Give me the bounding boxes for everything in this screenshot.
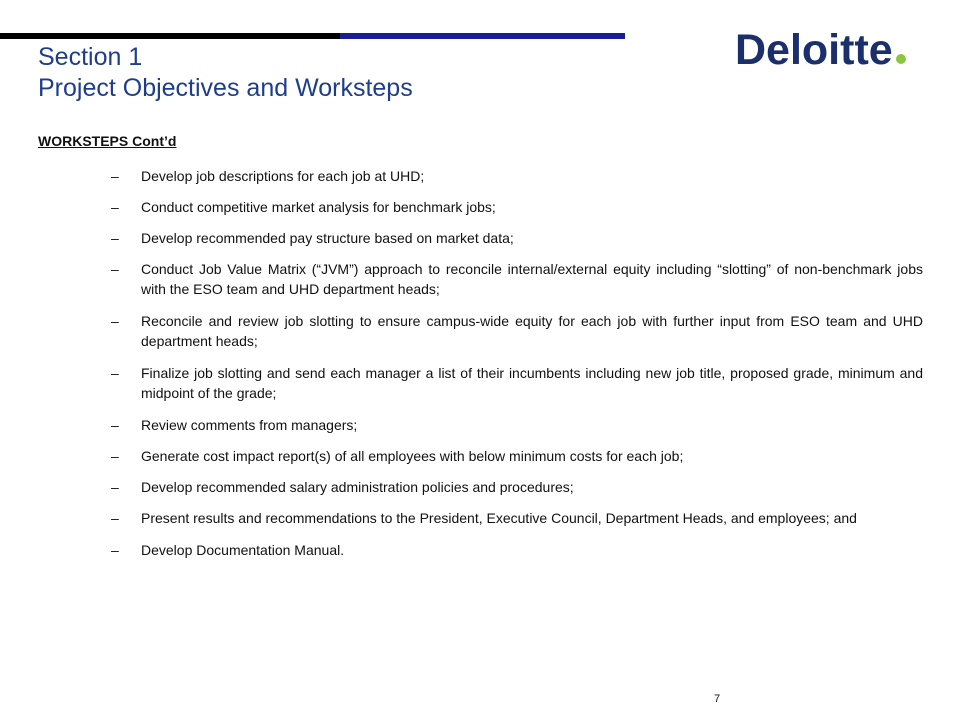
- dash-bullet: –: [111, 417, 119, 433]
- step-text: Present results and recommendations to the President, Executive Council, Department Heads, and employees; and: [141, 510, 857, 526]
- page-title: [38, 42, 413, 104]
- step-text: Develop recommended pay structure based on market data;: [141, 230, 514, 246]
- step-text: Develop job descriptions for each job at UHD;: [141, 168, 425, 184]
- logo-wordmark: Deloitte: [735, 26, 893, 74]
- list-item: [111, 540, 923, 560]
- step-text: Generate cost impact report(s) of all employees with below minimum costs for each job;: [141, 448, 684, 464]
- list-item: [111, 228, 923, 248]
- header-bar-blue: [340, 33, 625, 39]
- dash-bullet: –: [111, 261, 119, 277]
- page-number: 7: [714, 693, 721, 705]
- list-item: [111, 311, 923, 351]
- step-text: Conduct competitive market analysis for benchmark jobs;: [141, 199, 496, 215]
- list-item: [111, 446, 923, 466]
- title-line-1: Section 1: [38, 43, 143, 71]
- title-line-2: Project Objectives and Worksteps: [38, 74, 413, 102]
- list-item: [111, 259, 923, 299]
- list-item: [111, 508, 923, 528]
- dash-bullet: –: [111, 199, 119, 215]
- list-item: [111, 166, 923, 186]
- step-text: Review comments from managers;: [141, 417, 358, 433]
- step-text: Develop recommended salary administration policies and procedures;: [141, 479, 574, 495]
- worksteps-list: [111, 166, 923, 571]
- logo-dot-icon: [896, 54, 906, 64]
- step-text: Reconcile and review job slotting to ensure campus-wide equity for each job with further input from ESO team and UHD department heads;: [141, 313, 923, 349]
- section-heading: WORKSTEPS Cont’d: [38, 133, 177, 149]
- list-item: [111, 363, 923, 403]
- dash-bullet: –: [111, 479, 119, 495]
- step-text: Finalize job slotting and send each manager a list of their incumbents including new job title, proposed grade, minimum and midpoint of the grade;: [141, 365, 923, 401]
- dash-bullet: –: [111, 230, 119, 246]
- list-item: [111, 477, 923, 497]
- dash-bullet: –: [111, 365, 119, 381]
- dash-bullet: –: [111, 542, 119, 558]
- dash-bullet: –: [111, 168, 119, 184]
- step-text: Conduct Job Value Matrix (“JVM”) approach to reconcile internal/external equity including “slotting” of non-benchmark jobs with the ESO team and UHD department heads;: [141, 261, 923, 297]
- dash-bullet: –: [111, 510, 119, 526]
- dash-bullet: –: [111, 313, 119, 329]
- dash-bullet: –: [111, 448, 119, 464]
- deloitte-logo: [735, 26, 906, 76]
- list-item: [111, 415, 923, 435]
- list-item: [111, 197, 923, 217]
- step-text: Develop Documentation Manual.: [141, 542, 345, 558]
- header-bar-black: [0, 33, 340, 39]
